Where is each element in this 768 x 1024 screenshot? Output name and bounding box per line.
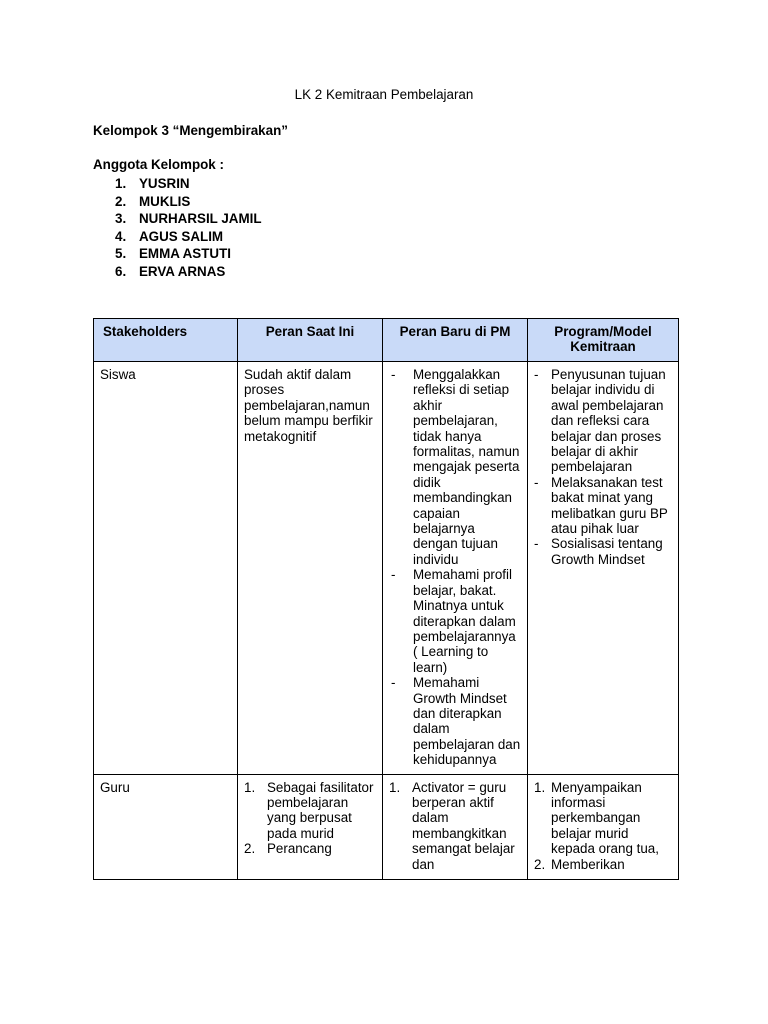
member-name: ERVA ARNAS [139,263,226,279]
program-cell [528,362,679,775]
member-number: 2. [115,193,127,209]
header-new-role: Peran Baru di PM [383,319,528,362]
header-stakeholders: Stakeholders [94,319,238,362]
program-cell [528,774,679,879]
members-list [93,175,262,281]
header-current-role: Peran Saat Ini [238,319,383,362]
list-item: 2. Memberikan [534,856,625,872]
member-name: NURHARSIL JAMIL [139,211,262,227]
member-name: MUKLIS [139,193,191,209]
table-row [94,362,679,775]
member-item [93,245,262,263]
new-role-cell [383,774,528,879]
current-role-cell: Sudah aktif dalam proses pembelajaran,namun belum mampu berfikir metakognitif [238,362,383,775]
list-item: - Menggalakkan refleksi di setiap akhir pembelajaran, tidak hanya formalitas, namun mengajak peserta didik membandingkan capaian belajarnya dengan tujuan individu [391,367,520,567]
members-title: Anggota Kelompok : [93,157,224,172]
partnership-table [93,318,679,880]
list-item: - Memahami Growth Mindset dan diterapkan dalam pembelajaran dan kehidupannya [391,675,521,768]
table-row [94,774,679,879]
page-title: LK 2 Kemitraan Pembelajaran [294,87,474,102]
stakeholder-cell: Siswa [94,362,238,775]
list-item: 1. Sebagai fasilitator pembelajaran yang berpusat pada murid [244,779,374,841]
member-number: 6. [115,263,127,279]
header-program: Program/Model Kemitraan [528,319,679,362]
list-item: 2. Perancang [244,841,332,857]
list-item: - Sosialisasi tentang Growth Mindset [534,536,663,567]
member-item [93,263,262,281]
table-header-row [94,319,679,362]
list-item: - Memahami profil belajar, bakat. Minatnya untuk diterapkan dalam pembelajarannya ( Learning to learn) [391,567,516,675]
member-item [93,193,262,211]
current-role-cell [238,774,383,879]
list-item: 1. Activator = guru berperan aktif dalam membangkitkan semangat belajar dan [389,779,515,872]
list-item: - Melaksanakan test bakat minat yang melibatkan guru BP atau pihak luar [534,474,668,537]
group-name: Kelompok 3 “Mengembirakan” [93,123,288,138]
member-item [93,175,262,193]
member-item [93,210,262,228]
member-number: 1. [115,176,127,191]
new-role-cell [383,362,528,775]
member-number: 5. [115,246,127,262]
member-name: EMMA ASTUTI [139,246,231,262]
member-name: YUSRIN [139,176,190,191]
member-number: 4. [115,228,127,244]
list-item: - Penyusunan tujuan belajar individu di awal pembelajaran dan refleksi cara belajar dan proses belajar di akhir pembelajaran [534,367,666,475]
member-item [93,228,262,246]
list-item: 1. Menyampaikan informasi perkembangan belajar murid kepada orang tua, [534,779,659,857]
member-name: AGUS SALIM [139,228,224,244]
stakeholder-cell: Guru [94,774,238,879]
member-number: 3. [115,211,127,227]
